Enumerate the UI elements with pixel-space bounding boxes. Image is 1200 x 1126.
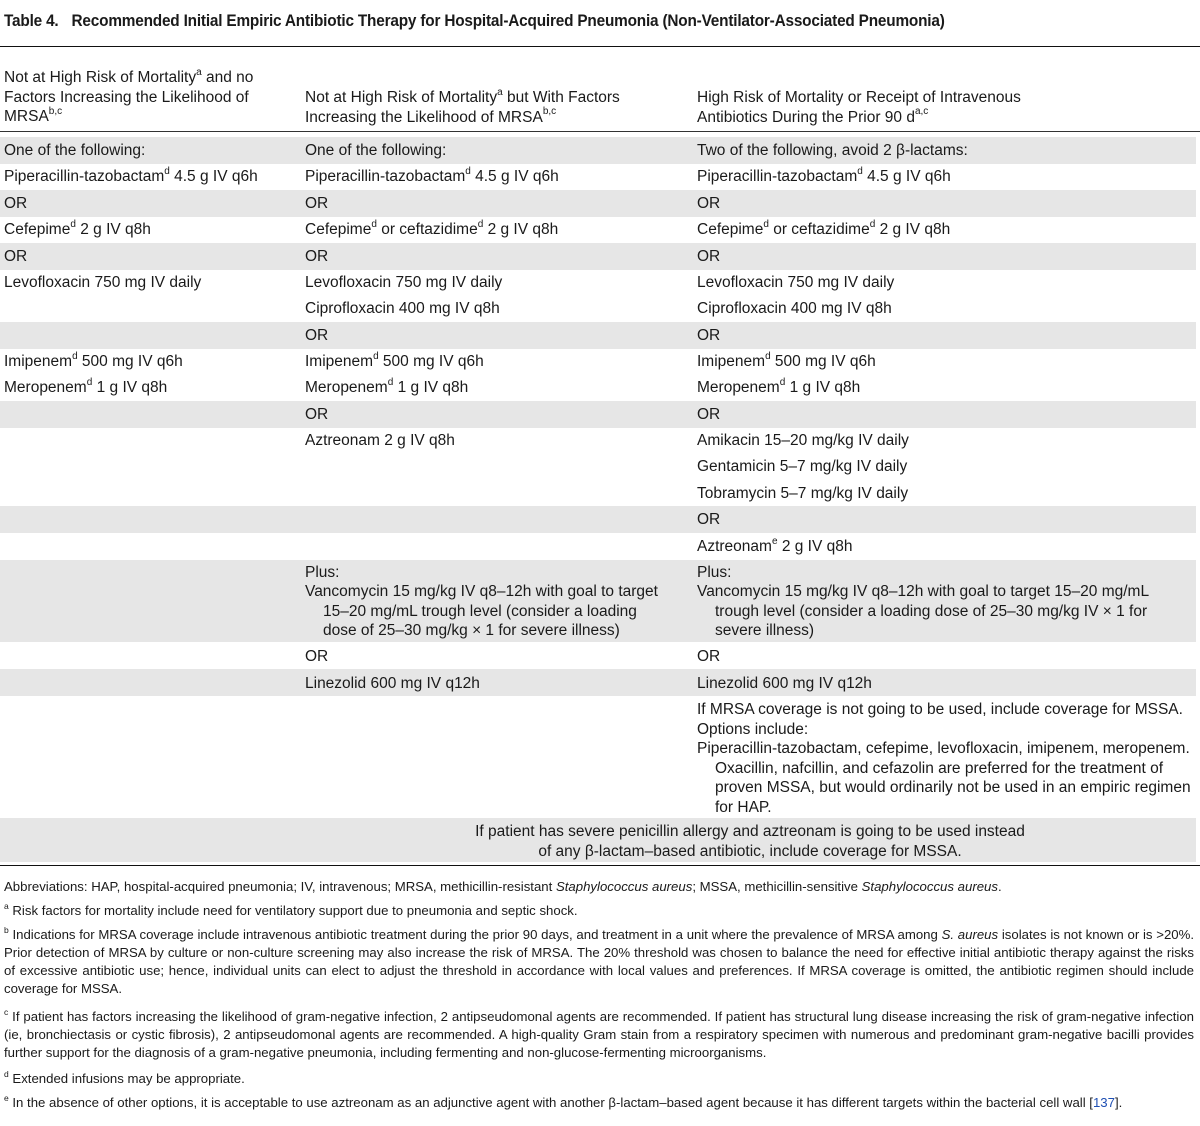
footnote-d-mark: d (4, 1068, 9, 1079)
abbrev-sa-1: Staphylococcus aureus (555, 879, 693, 894)
r10-col3-amikacin: Amikacin 15–20 mg/kg IV daily (697, 432, 909, 449)
r2-col1-sup: d (164, 165, 170, 177)
r4-col1-dose: 2 g IV q8h (75, 221, 151, 238)
footnote-b-text-2: isolates is not known or is >20%. Prior detection of MRSA by culture or non-culture screening may also increase the risk of MRSA. The 20% threshold was chosen to balance the need for effective initial antibiotic therapy against the risks of excessive antibiotic use; hence, individual units can elect to adjust the threshold in accordance with local values and preferences. If MRSA coverage is omitted, the antibiotic regimen should include coverage for MSSA. (4, 927, 1194, 996)
vanco-or-col2: OR (305, 648, 329, 665)
footnote-c-mark: c (4, 1006, 9, 1017)
r10-col2-aztreonam: Aztreonam 2 g IV q8h (305, 432, 455, 449)
vanco-or-col3: OR (697, 648, 721, 665)
header-col1-text-b: and no Factors Increasing the Likelihood of MRSA (4, 69, 254, 125)
r2-col3-dose: 4.5 g IV q6h (862, 168, 951, 185)
r2-col3-sup: d (857, 165, 863, 177)
row-band-9 (0, 401, 1196, 428)
r8-col2-mero-sup: d (387, 376, 394, 388)
r5-col2-or: OR (305, 248, 329, 265)
header-rule (0, 131, 1200, 132)
table-number: Table 4. (4, 12, 59, 30)
r8-col2-mero (305, 378, 468, 398)
r8-col3-imi-drug: Imipenem (697, 353, 766, 370)
r8-col2-imi-drug: Imipenem (305, 353, 374, 370)
r5-col3-or: OR (697, 248, 721, 265)
r2-col3 (697, 167, 951, 187)
header-col2-sup-b: b,c (542, 106, 557, 118)
r9-col2-or: OR (305, 406, 329, 423)
r6-col3-levo: Levofloxacin 750 mg IV daily (697, 274, 895, 291)
r8-col3-imi (697, 352, 876, 372)
r4-col3-drug-a: Cefepime (697, 221, 764, 238)
abbrev-text-3: . (997, 879, 1002, 894)
header-col3-sup: a,c (914, 106, 929, 118)
r3-col3-or: OR (697, 195, 721, 212)
r2-col2-sup: d (465, 165, 471, 177)
row-band-1 (0, 137, 1196, 164)
r4-col2 (305, 220, 558, 240)
footnote-e-text-1: In the absence of other options, it is acceptable to use aztreonam as an adjunctive agent with another β-lactam–based agent because it has different targets within the bacterial cell wall [ (8, 1095, 1093, 1110)
r4-col2-sup-b: d (477, 218, 484, 230)
r12-col3-aztreonam (697, 537, 853, 557)
r8-col1-mero (4, 378, 167, 398)
footnote-a-mark: a (4, 900, 9, 911)
r4-col3-drug-b: or ceftazidime (768, 221, 870, 238)
header-col1-text-a: Not at High Risk of Mortality (4, 69, 197, 86)
row-band-7 (0, 322, 1196, 349)
header-col2 (305, 88, 655, 127)
table-title (4, 12, 1113, 31)
r10-col3-gentamicin: Gentamicin 5–7 mg/kg IV daily (697, 458, 908, 475)
r2-col2 (305, 167, 559, 187)
r8-col1-imi-drug: Imipenem (4, 353, 73, 370)
mssa-note: If MRSA coverage is not going to be used, include coverage for MSSA. Options include: (697, 701, 1183, 738)
r4-col1-sup: d (70, 218, 76, 230)
r1-col3: Two of the following, avoid 2 β-lactams: (697, 142, 968, 159)
r8-col3-imi-sup: d (765, 350, 771, 362)
abbrev-text-1: Abbreviations: HAP, hospital-acquired pneumonia; IV, intravenous; MRSA, methicillin-resistant (4, 879, 556, 894)
r2-col1-dose: 4.5 g IV q6h (169, 168, 258, 185)
r4-col2-sup-a: d (371, 218, 377, 230)
r3-col1-or: OR (4, 195, 28, 212)
allergy-note: If patient has severe penicillin allergy and aztreonam is going to be used instead of any β-lactam–based antibiotic, include coverage for MSSA. (475, 823, 1025, 860)
r8-col2-mero-dose: 1 g IV q8h (393, 379, 469, 396)
row-band-3 (0, 190, 1196, 217)
r2-col1 (4, 167, 258, 187)
r6-col1: Levofloxacin 750 mg IV daily (4, 274, 202, 291)
r8-col1-imi-dose: 500 mg IV q6h (77, 353, 183, 370)
footnote-e-mark: e (4, 1092, 9, 1103)
footnote-b (4, 926, 1194, 998)
r10-col3-tobramycin: Tobramycin 5–7 mg/kg IV daily (697, 485, 909, 502)
r4-col3-sup-a: d (763, 218, 769, 230)
r8-col3-mero (697, 378, 860, 398)
r8-col3-imi-dose: 500 mg IV q6h (770, 353, 876, 370)
r8-col1-mero-drug: Meropenem (4, 379, 87, 396)
abbrev-text-2: ; MSSA, methicillin-sensitive (692, 879, 862, 894)
footnote-b-mark: b (4, 924, 9, 935)
header-col1 (4, 68, 294, 127)
header-col1-sup-a: a (196, 66, 202, 78)
r1-col1: One of the following: (4, 142, 146, 159)
r2-col1-drug: Piperacillin-tazobactam (4, 168, 165, 185)
r5-col1-or: OR (4, 248, 28, 265)
r12-col3-drug: Aztreonam (697, 538, 772, 555)
header-col1-sup-b: b,c (48, 105, 63, 117)
row-band-linezolid (0, 669, 1196, 696)
footnote-d-text: Extended infusions may be appropriate. (8, 1071, 245, 1086)
header-col3-text: High Risk of Mortality or Receipt of Intravenous Antibiotics During the Prior 90 d (697, 89, 1021, 126)
r6-col2-cipro: Ciprofloxacin 400 mg IV q8h (305, 300, 500, 317)
footnote-c-text: If patient has factors increasing the likelihood of gram-negative infection, 2 antipseudomonal agents are recommended. If patient has structural lung disease increasing the risk of gram-negative infection (ie, bronchiectasis or cystic fibrosis), 2 antipseudomonal agents are recommended. A high-quality Gram stain from a respiratory specimen with numerous and predominant gram-negative bacilli provides further support for the diagnosis of a gram-negative pneumonia, including fermenting and non-glucose-fermenting microorganisms. (4, 1009, 1194, 1060)
r8-col2-imi-dose: 500 mg IV q6h (378, 353, 484, 370)
header-col2-text-a: Not at High Risk of Mortality (305, 89, 498, 106)
footnote-abbreviations (4, 878, 1194, 896)
r8-col3-mero-sup: d (779, 376, 786, 388)
r8-col3-mero-dose: 1 g IV q8h (785, 379, 861, 396)
bottom-rule (0, 865, 1200, 866)
r6-col2-levo: Levofloxacin 750 mg IV daily (305, 274, 503, 291)
footnote-e (4, 1094, 1194, 1112)
r7-col2-or: OR (305, 327, 329, 344)
r8-col2-imi (305, 352, 484, 372)
r4-col3 (697, 220, 950, 240)
r8-col1-imi-sup: d (72, 350, 78, 362)
r6-col3-cipro: Ciprofloxacin 400 mg IV q8h (697, 300, 892, 317)
footnote-b-italic: S. aureus (941, 927, 999, 942)
r2-col3-drug: Piperacillin-tazobactam (697, 168, 858, 185)
r4-col2-dose: 2 g IV q8h (483, 221, 559, 238)
r8-col1-mero-dose: 1 g IV q8h (92, 379, 168, 396)
vancomycin-col3: Vancomycin 15 mg/kg IV q8–12h with goal to target 15–20 mg/mL trough level (consider a loading dose of 25–30 mg/kg IV × 1 for severe illness) (697, 583, 1149, 639)
row-band-5 (0, 243, 1196, 270)
reference-link[interactable]: 137 (1092, 1095, 1115, 1110)
r2-col2-dose: 4.5 g IV q6h (470, 168, 559, 185)
r12-col3-sup: e (771, 535, 778, 547)
mssa-options: Piperacillin-tazobactam, cefepime, levofloxacin, imipenem, meropenem. Oxacillin, nafcillin, and cefazolin are preferred for the treatment of proven MSSA, but would ordinarily not be used in an empiric regimen for HAP. (697, 740, 1191, 816)
r4-col3-sup-b: d (869, 218, 876, 230)
plus-col3: Plus: (697, 564, 732, 581)
r1-col2: One of the following: (305, 142, 447, 159)
footnote-d (4, 1070, 1194, 1088)
r4-col1 (4, 220, 151, 240)
r8-col2-imi-sup: d (373, 350, 379, 362)
row-band-11 (0, 506, 1196, 533)
r8-col1-mero-sup: d (86, 376, 93, 388)
linezolid-col3: Linezolid 600 mg IV q12h (697, 675, 872, 692)
linezolid-col2: Linezolid 600 mg IV q12h (305, 675, 480, 692)
table-caption: Recommended Initial Empiric Antibiotic Therapy for Hospital-Acquired Pneumonia (Non-Ventilator-Associated Pneumonia) (71, 12, 945, 30)
top-rule (0, 46, 1200, 47)
header-col3 (697, 88, 1057, 127)
r8-col1-imi (4, 352, 183, 372)
r4-col2-drug-a: Cefepime (305, 221, 372, 238)
r9-col3-or: OR (697, 406, 721, 423)
r7-col3-or: OR (697, 327, 721, 344)
r11-col3-or: OR (697, 511, 721, 528)
header-col2-text-b: but With Factors Increasing the Likelihood of MRSA (305, 89, 620, 126)
r4-col3-dose: 2 g IV q8h (875, 221, 951, 238)
r8-col2-mero-drug: Meropenem (305, 379, 388, 396)
r8-col3-mero-drug: Meropenem (697, 379, 780, 396)
footnote-b-text-1: Indications for MRSA coverage include intravenous antibiotic treatment during the prior 90 days, and treatment in a unit where the prevalence of MRSA among (8, 927, 942, 942)
r2-col2-drug: Piperacillin-tazobactam (305, 168, 466, 185)
r4-col2-drug-b: or ceftazidime (376, 221, 478, 238)
footnote-a-text: Risk factors for mortality include need for ventilatory support due to pneumonia and septic shock. (8, 903, 578, 918)
vancomycin-col2: Vancomycin 15 mg/kg IV q8–12h with goal to target 15–20 mg/mL trough level (consider a loading dose of 25–30 mg/kg × 1 for severe illness) (305, 583, 658, 639)
abbrev-sa-2: Staphylococcus aureus (861, 879, 998, 894)
header-col2-sup-a: a (497, 86, 503, 98)
r3-col2-or: OR (305, 195, 329, 212)
r4-col1-drug: Cefepime (4, 221, 71, 238)
footnote-c (4, 1008, 1194, 1062)
plus-col2: Plus: (305, 564, 340, 581)
r12-col3-dose: 2 g IV q8h (777, 538, 853, 555)
footnote-a (4, 902, 1194, 920)
footnote-e-text-2: ]. (1114, 1095, 1123, 1110)
